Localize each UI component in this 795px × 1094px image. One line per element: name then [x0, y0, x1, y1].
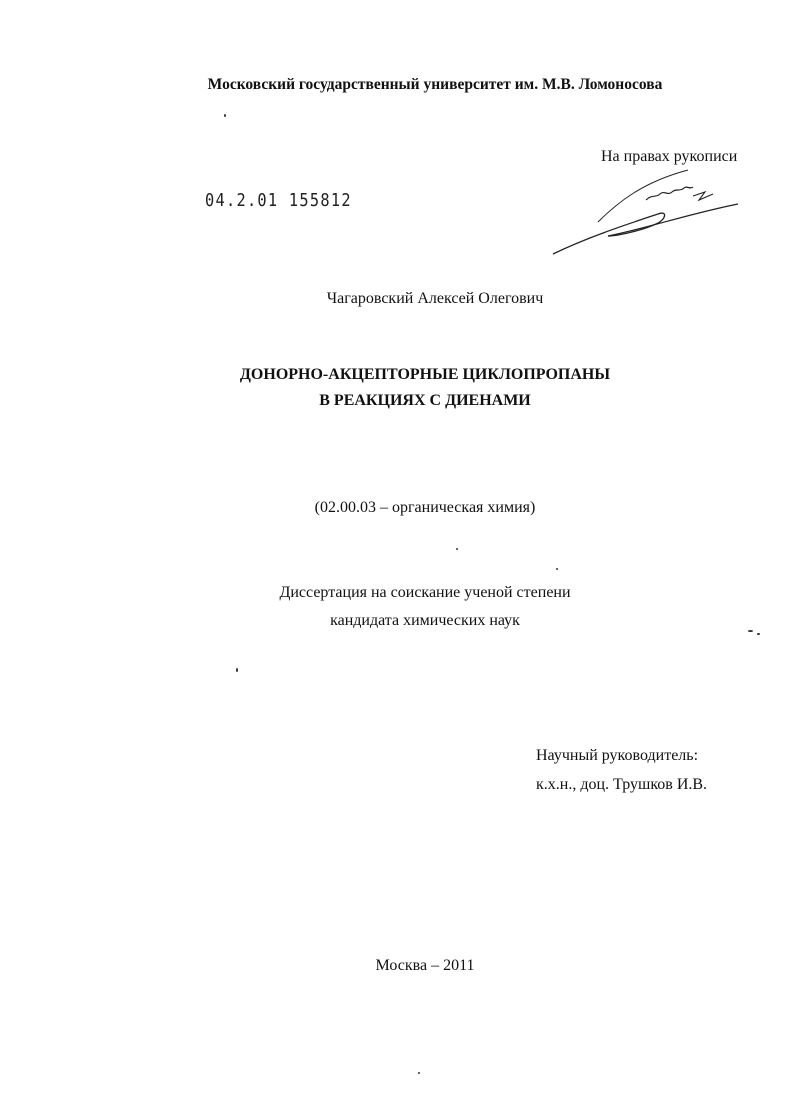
scan-speck	[224, 114, 226, 117]
handwritten-signature	[548, 162, 748, 262]
scan-speck	[418, 1072, 420, 1074]
degree-statement	[0, 579, 795, 635]
advisor-name: к.х.н., доц. Трушков И.В.	[536, 776, 708, 793]
city-year: Москва – 2011	[375, 957, 475, 974]
scan-speck	[757, 633, 760, 635]
university-name: Московский государственный университет им. М.В. Ломоносова	[207, 76, 663, 93]
title-line-2: В РЕАКЦИЯХ С ДИЕНАМИ	[319, 392, 531, 409]
dissertation-title	[0, 362, 795, 414]
degree-line-1: Диссертация на соискание ученой степени	[279, 584, 571, 601]
scan-speck	[556, 568, 558, 570]
title-line-1: ДОНОРНО-АКЦЕПТОРНЫЕ ЦИКЛОПРОПАНЫ	[239, 366, 611, 383]
scan-speck	[748, 630, 753, 632]
scan-speck	[236, 668, 238, 672]
specialty-code: (02.00.03 – органическая химия)	[314, 499, 536, 516]
scan-speck	[456, 548, 458, 550]
advisor-label: Научный руководитель:	[536, 747, 699, 764]
degree-line-2: кандидата химических наук	[330, 612, 520, 629]
archive-stamp-number: 04.2.01 155812	[205, 190, 352, 211]
scientific-advisor	[536, 741, 707, 799]
manuscript-rights-note: На правах рукописи	[601, 148, 738, 165]
author-name: Чагаровский Алексей Олегович	[326, 290, 544, 307]
